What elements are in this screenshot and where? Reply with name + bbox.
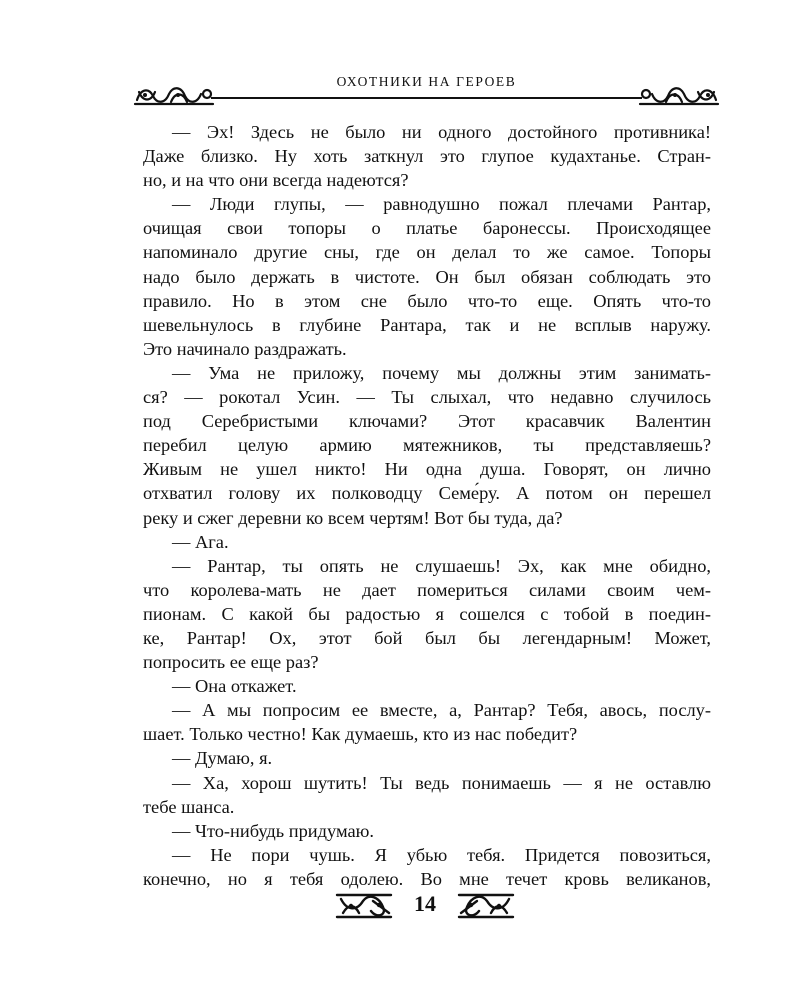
text-line: — Думаю, я. xyxy=(172,748,273,769)
knot-ornament-icon xyxy=(638,82,720,108)
text-line: Это начинало раздражать. xyxy=(143,338,347,359)
page-body xyxy=(143,120,711,891)
page-number: 14 xyxy=(414,891,436,916)
text-line: — Ха, хорош шутить! Ты ведь понимаешь — я не оставлю xyxy=(172,772,711,793)
text-line: под Серебристыми ключами? Этот красавчик Валентин xyxy=(143,411,711,432)
text-line: — Она откажет. xyxy=(172,676,297,697)
knot-ornament-icon xyxy=(333,889,395,923)
text-line: — Люди глупы, — равнодушно пожал плечами Рантар, xyxy=(172,194,711,215)
header-rule xyxy=(211,97,642,99)
knot-ornament-icon xyxy=(455,889,517,923)
text-line: конечно, но я тебя одолею. Во мне течет кровь великанов, xyxy=(143,868,711,889)
text-line: — Что-нибудь придумаю. xyxy=(172,820,374,841)
text-line: — Не пори чушь. Я убью тебя. Придется повозиться, xyxy=(172,844,711,865)
text-line: Даже близко. Ну хоть заткнул это глупое кудахтанье. Стран- xyxy=(143,146,711,167)
text-line: попросить ее еще раз? xyxy=(143,652,319,673)
text-line: правило. Но в этом сне было что-то еще. Опять что-то xyxy=(143,290,711,311)
page-footer xyxy=(333,885,517,929)
text-line: ся? — рокотал Усин. — Ты слыхал, что недавно случилось xyxy=(143,387,711,408)
text-line: реку и сжег деревни ко всем чертям! Вот бы туда, да? xyxy=(143,507,563,528)
text-line: напоминало другие сны, где он делал то же самое. Топоры xyxy=(143,242,711,263)
text-line: — Ума не приложу, почему мы должны этим занимать- xyxy=(172,362,711,383)
running-header xyxy=(133,70,720,110)
text-line: что королева-мать не дает помериться силами своим чем- xyxy=(143,579,711,600)
text-line: надо было держать в чистоте. Он был обязан соблюдать это xyxy=(143,266,711,287)
text-line: отхватил голову их полководцу Семе́ру. А потом он перешел xyxy=(143,483,711,504)
text-line: пионам. С какой бы радостью я сошелся с тобой в поедин- xyxy=(143,603,711,624)
text-line: тебе шанса. xyxy=(143,796,235,817)
text-line: — Рантар, ты опять не слушаешь! Эх, как мне обидно, xyxy=(172,555,711,576)
text-line: очищая свои топоры о платье баронессы. Происходящее xyxy=(143,218,711,239)
text-line: перебил целую армию мятежников, ты представляешь? xyxy=(143,435,711,456)
text-line: — А мы попросим ее вместе, а, Рантар? Тебя, авось, послу- xyxy=(172,700,711,721)
text-line: Живым не ушел никто! Ни одна душа. Говорят, он лично xyxy=(143,459,711,480)
text-line: но, и на что они всегда надеются? xyxy=(143,170,409,191)
running-title: ОХОТНИКИ НА ГЕРОЕВ xyxy=(336,74,517,89)
text-line: шает. Только честно! Как думаешь, кто из нас победит? xyxy=(143,724,578,745)
text-line: — Эх! Здесь не было ни одного достойного противника! xyxy=(172,122,711,142)
text-line: шевельнулось в глубине Рантара, так и не всплыв наружу. xyxy=(143,314,711,335)
text-line: ке, Рантар! Ох, этот бой был бы легендарным! Может, xyxy=(143,627,711,648)
text-line: — Ага. xyxy=(172,531,229,552)
